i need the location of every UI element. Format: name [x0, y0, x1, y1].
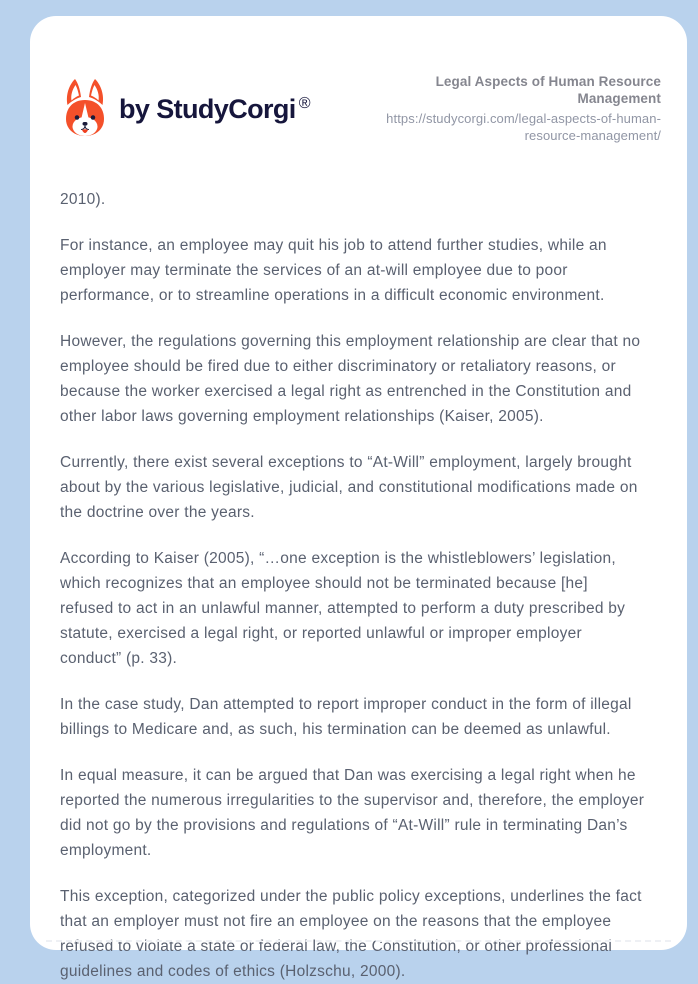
article-paragraph: However, the regulations governing this employment relationship are clear that no employee should be fired due to either discriminatory or retaliatory reasons, or because the worker exercised a legal right as entrenched in the Constitution and other labor laws governing employment relationships (Kaiser, 2005). — [60, 332, 641, 425]
document-meta — [369, 74, 661, 145]
brand-wordmark: by StudyCorgi ® — [119, 93, 310, 124]
document-title: Legal Aspects of Human Resource Management — [435, 74, 661, 106]
article-paragraph: This exception, categorized under the public policy exceptions, underlines the fact that an employer must not fire an employee on the reasons that the employee refused to violate a state or federal law, the Constitution, or other professional guidelines and codes of ethics (Holzschu, 2000). — [60, 887, 642, 980]
article-paragraph: According to Kaiser (2005), “…one exception is the whistleblowers’ legislation, which recognizes that an employee should not be terminated because [he] refused to act in an unlawful manner, attempted to perform a duty prescribed by statute, exercised a legal right, or reported unlawful or improper employer conduct” (p. 33). — [60, 549, 626, 667]
card-perforation-divider — [46, 940, 671, 942]
registered-trademark-icon: ® — [298, 94, 310, 112]
article-paragraph: In the case study, Dan attempted to report improper conduct in the form of illegal billings to Medicare and, as such, his termination can be deemed as unlawful. — [60, 695, 632, 738]
article-paragraph: Currently, there exist several exceptions to “At-Will” employment, largely brought about by the various legislative, judicial, and constitutional modifications made on the doctrine over the years. — [60, 453, 638, 521]
brand — [60, 78, 310, 140]
article-body — [30, 187, 687, 984]
document-card — [30, 16, 687, 980]
article-paragraph: For instance, an employee may quit his job to attend further studies, while an employer may terminate the services of an at-will employee due to poor performance, or to streamline operations in a difficult economic environment. — [60, 236, 607, 304]
header — [30, 16, 687, 145]
document-url: https://studycorgi.com/legal-aspects-of-human-resource-management/ — [386, 110, 661, 143]
article-paragraph: In equal measure, it can be argued that Dan was exercising a legal right when he reported the numerous irregularities to the supervisor and, therefore, the employer did not go by the provisions and regulations of “At-Will” rule in terminating Dan’s employment. — [60, 766, 645, 859]
article-paragraph: 2010). — [60, 190, 106, 208]
corgi-logo-icon — [60, 78, 110, 140]
